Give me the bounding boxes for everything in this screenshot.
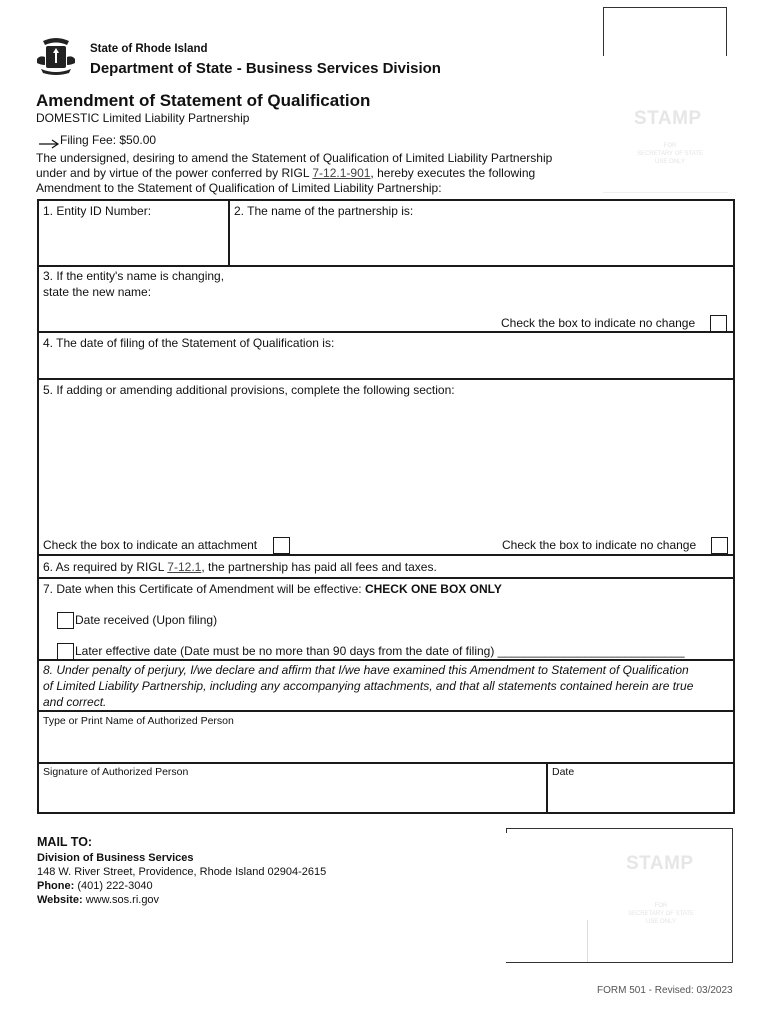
- date-received-checkbox[interactable]: [57, 612, 74, 629]
- state-name: State of Rhode Island: [90, 43, 208, 55]
- rigl-901-link[interactable]: 7-12.1-901: [312, 166, 371, 180]
- new-name-input[interactable]: [250, 270, 728, 310]
- partnership-name-input[interactable]: [232, 220, 730, 264]
- no-change-label-1: Check the box to indicate no change: [501, 316, 696, 330]
- form-border-left: [37, 199, 39, 813]
- fees-text-end: , the partnership has paid all fees and taxes.: [201, 560, 437, 574]
- date-filing-input[interactable]: [360, 336, 728, 374]
- rigl-7-12-1-link[interactable]: 7-12.1: [167, 560, 202, 574]
- mail-to-heading: MAIL TO:: [37, 835, 93, 849]
- stamp-box-bottom-inner-left: [587, 920, 588, 962]
- fees-text: 6. As required by RIGL: [43, 560, 168, 574]
- row-line-2: [37, 331, 733, 333]
- entity-id-label: 1. Entity ID Number:: [43, 204, 152, 218]
- website-url[interactable]: www.sos.ri.gov: [82, 894, 160, 906]
- state-seal-icon: [35, 35, 77, 77]
- row-line-7: [37, 710, 733, 712]
- check-one-box-only: CHECK ONE BOX ONLY: [364, 582, 502, 596]
- row-line-5: [37, 577, 733, 579]
- perjury-line-3: and correct.: [43, 695, 107, 709]
- division-name: Department of State - Business Services Division: [90, 60, 441, 77]
- stamp-box-bottom: [506, 828, 733, 963]
- intro-line-2-text: under and by virtue of the power conferred by RIGL: [36, 166, 313, 180]
- mail-website: [37, 894, 159, 906]
- intro-line-2: [36, 166, 535, 180]
- form-subtitle: DOMESTIC Limited Liability Partnership: [36, 111, 250, 125]
- form-border-right: [733, 199, 735, 813]
- stamp-label-bottom: STAMP: [626, 853, 694, 874]
- mail-address: 148 W. River Street, Providence, Rhode Island 02904-2615: [37, 866, 327, 878]
- perjury-line-2: of Limited Liability Partnership, including any accompanying attachments, and that all statements contained herein are true: [43, 679, 694, 693]
- intro-line-2-end: , hereby executes the following: [370, 166, 536, 180]
- effective-date-text: 7. Date when this Certificate of Amendment will be effective:: [43, 582, 365, 596]
- intro-line-1: The undersigned, desiring to amend the Statement of Qualification of Limited Liability Partnership: [36, 151, 553, 165]
- signature-input[interactable]: [40, 782, 543, 810]
- phone-label: Phone:: [37, 880, 75, 892]
- form-border-bottom: [37, 812, 735, 814]
- name-change-label-2: state the new name:: [43, 285, 152, 299]
- later-date-checkbox[interactable]: [57, 643, 74, 660]
- fees-statement: [43, 560, 437, 574]
- stamp-label-top: STAMP: [634, 108, 702, 129]
- mail-division: Division of Business Services: [37, 852, 194, 864]
- later-date-label: Later effective date (Date must be no more than 90 days from the date of filing) ____________________________: [75, 644, 685, 658]
- row-line-6: [37, 659, 733, 661]
- row-line-4: [37, 554, 733, 556]
- row-line-3: [37, 378, 733, 380]
- date-received-label: Date received (Upon filing): [75, 613, 218, 627]
- stamp-note-bottom: FOR SECRETARY OF STATE USE ONLY: [627, 903, 695, 925]
- perjury-line-1: 8. Under penalty of perjury, I/we declare and affirm that I/we have examined this Amendment to Statement of Qualification: [43, 663, 689, 677]
- divider-signature-date: [546, 762, 548, 813]
- stamp-divider-top: [603, 192, 728, 193]
- stamp-box-top: [603, 7, 727, 56]
- provisions-textarea[interactable]: [42, 400, 728, 530]
- divider-row1: [228, 199, 230, 266]
- intro-line-3: Amendment to the Statement of Qualification of Limited Liability Partnership:: [36, 181, 442, 195]
- attachment-label: Check the box to indicate an attachment: [43, 538, 258, 552]
- form-title: Amendment of Statement of Qualification: [36, 91, 371, 110]
- form-border-top: [37, 199, 733, 201]
- no-change-checkbox-1[interactable]: [710, 315, 727, 332]
- effective-date-label: [43, 582, 502, 596]
- form-number: FORM 501 - Revised: 03/2023: [597, 985, 733, 996]
- provisions-label: 5. If adding or amending additional provisions, complete the following section:: [43, 383, 455, 397]
- stamp-box-bottom-tick: [506, 828, 507, 833]
- stamp-note-top: FOR SECRETARY OF STATE USE ONLY: [636, 143, 704, 165]
- authorized-name-label: Type or Print Name of Authorized Person: [43, 715, 234, 727]
- date-label: Date: [552, 766, 575, 778]
- mail-phone: [37, 880, 153, 892]
- date-input[interactable]: [550, 782, 730, 810]
- name-change-label-1: 3. If the entity's name is changing,: [43, 269, 225, 283]
- date-filing-label: 4. The date of filing of the Statement of Qualification is:: [43, 336, 335, 350]
- filing-fee: Filing Fee: $50.00: [60, 133, 157, 147]
- entity-id-input[interactable]: [40, 220, 226, 264]
- arrow-right-icon: [38, 136, 60, 148]
- partnership-name-label: 2. The name of the partnership is:: [234, 204, 414, 218]
- authorized-name-input[interactable]: [40, 730, 730, 760]
- row-line-8: [37, 762, 733, 764]
- row-line-1: [37, 265, 733, 267]
- website-label: Website:: [37, 894, 83, 906]
- no-change-checkbox-2[interactable]: [711, 537, 728, 554]
- no-change-label-2: Check the box to indicate no change: [502, 538, 697, 552]
- phone-number: (401) 222-3040: [74, 880, 153, 892]
- attachment-checkbox[interactable]: [273, 537, 290, 554]
- signature-label: Signature of Authorized Person: [43, 766, 189, 778]
